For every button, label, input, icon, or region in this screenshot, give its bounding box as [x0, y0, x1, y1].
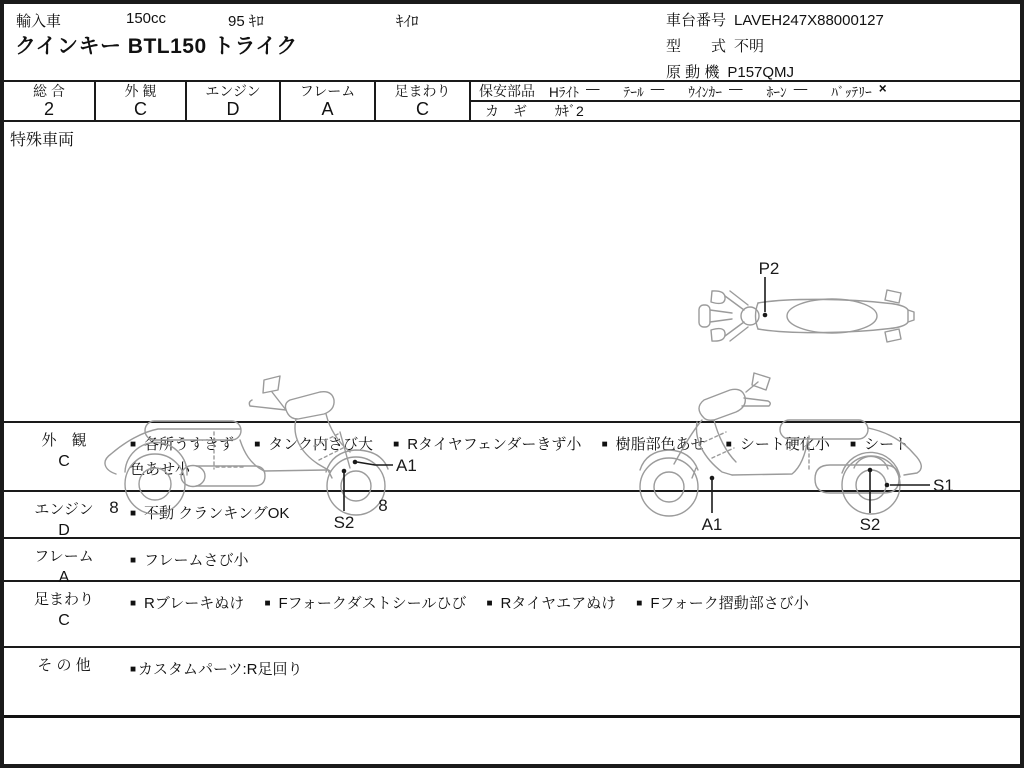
identification-block	[666, 8, 884, 86]
annotation-8-rear: 8	[109, 498, 119, 517]
safety-item-headlight-status: —	[586, 81, 600, 96]
grade-frame-value: A	[321, 99, 334, 119]
type-label: 型 式	[666, 38, 727, 55]
grade-frame	[281, 82, 376, 120]
grade-exterior-label: 外 観	[124, 83, 157, 99]
scooter-right-side-diagram	[92, 370, 422, 535]
section-engine-grade: D	[58, 522, 70, 539]
annotation-s2-left: S2	[333, 513, 355, 532]
engine-code-label: 原 動 機	[666, 64, 720, 81]
defect-note: ■ Fフォークダストシールひび	[264, 595, 466, 612]
body-color: ｷｲﾛ	[396, 13, 419, 30]
defect-note: ■ Rブレーキぬけ	[130, 595, 244, 612]
section-other	[4, 648, 1020, 718]
section-undercarriage-notes	[124, 582, 920, 646]
grade-overall-label: 総 合	[33, 83, 65, 99]
safety-parts-cell	[471, 82, 1020, 120]
defect-note: ■ シート硬化小	[726, 436, 830, 453]
grade-exterior-value: C	[134, 99, 147, 119]
section-engine-label: エンジン D	[4, 492, 124, 537]
grade-frame-label: フレーム	[299, 83, 356, 99]
section-undercarriage-label: 足まわり C	[4, 582, 124, 646]
defect-note: ■ 不動 クランキングOK	[130, 505, 289, 522]
defect-note: ■ シート色あせ小	[130, 436, 909, 478]
mileage: 95 ｷﾛ	[228, 13, 264, 30]
grade-overall	[4, 82, 96, 120]
defect-note: ■ 樹脂部色あせ	[602, 436, 706, 453]
chassis-number-value: LAVEH247X88000127	[734, 12, 884, 29]
section-frame-label: フレーム A	[4, 539, 124, 580]
safety-item-horn: ﾎｰﾝ —	[766, 81, 808, 100]
special-vehicle-label: 特殊車両	[10, 132, 75, 149]
section-frame	[4, 539, 1020, 586]
safety-item-battery-status: ×	[878, 81, 887, 96]
key-value: ｶｷﾞ2	[555, 103, 584, 119]
section-other-notes	[124, 648, 920, 715]
safety-item-winker: ｳｲﾝｶｰ —	[688, 81, 743, 100]
header	[4, 4, 1020, 80]
annotation-s1-right: S1	[933, 476, 954, 495]
grade-undercarriage	[376, 82, 471, 120]
defect-note: ■ タンク内さび大	[254, 436, 373, 453]
safety-item-battery: ﾊﾞｯﾃﾘｰ ×	[831, 81, 887, 100]
section-undercarriage-grade: C	[58, 612, 70, 629]
displacement: 150cc	[126, 10, 167, 27]
scooter-top-view-diagram	[692, 260, 932, 375]
model-name: クインキー BTL150 トライク	[15, 35, 298, 58]
chassis-number-row	[666, 8, 884, 34]
grade-row	[4, 80, 1020, 122]
grade-overall-value: 2	[43, 99, 54, 119]
section-frame-notes	[124, 539, 920, 580]
grade-undercarriage-value: C	[416, 99, 429, 119]
defect-note: ■ カスタムパーツ:R足回り	[130, 661, 302, 678]
vehicle-class: 輸入車	[16, 13, 62, 30]
safety-item-tail-status: —	[650, 81, 665, 96]
safety-item-horn-status: —	[793, 81, 808, 96]
defect-note: ■ Rタイヤエアぬけ	[487, 595, 617, 612]
scooter-left-side-diagram	[634, 370, 974, 535]
grade-exterior	[96, 82, 187, 120]
type-row	[666, 34, 884, 60]
section-exterior-label: 外 観 C	[4, 423, 124, 490]
safety-item-headlight: Hﾗｲﾄ —	[549, 81, 600, 100]
grade-engine	[187, 82, 281, 120]
bottom-empty-row	[4, 718, 1020, 764]
defect-note: ■ 各所うすきず	[130, 436, 234, 453]
key-label: カ ギ	[485, 103, 527, 119]
grade-engine-value: D	[226, 99, 240, 119]
chassis-number-label: 車台番号	[666, 12, 727, 29]
safety-item-winker-status: —	[729, 81, 743, 96]
defect-note: ■ Fフォーク摺動部さび小	[636, 595, 808, 612]
annotation-a1-left: A1	[396, 456, 417, 475]
section-exterior-grade: C	[58, 453, 70, 470]
defect-note: ■ フレームさび小	[130, 552, 248, 569]
section-undercarriage	[4, 582, 1020, 648]
grade-undercarriage-label: 足まわり	[394, 83, 451, 99]
type-value: 不明	[734, 38, 765, 55]
section-frame-grade: A	[58, 569, 70, 586]
section-other-label: そ の 他	[37, 657, 91, 674]
safety-parts-label: 保安部品	[479, 83, 535, 99]
annotation-p2: P2	[758, 260, 780, 278]
annotation-a1-right: A1	[701, 515, 723, 534]
engine-code-value: P157QMJ	[727, 64, 795, 81]
key-row	[471, 102, 1020, 120]
grade-engine-label: エンジン	[205, 83, 261, 99]
engine-code-row	[666, 60, 884, 86]
safety-item-tail: ﾃｰﾙ —	[623, 81, 665, 100]
annotation-8-front: 8	[378, 496, 388, 515]
defect-note: ■ Rタイヤフェンダーきず小	[393, 436, 581, 453]
annotation-s2-right: S2	[859, 515, 881, 534]
